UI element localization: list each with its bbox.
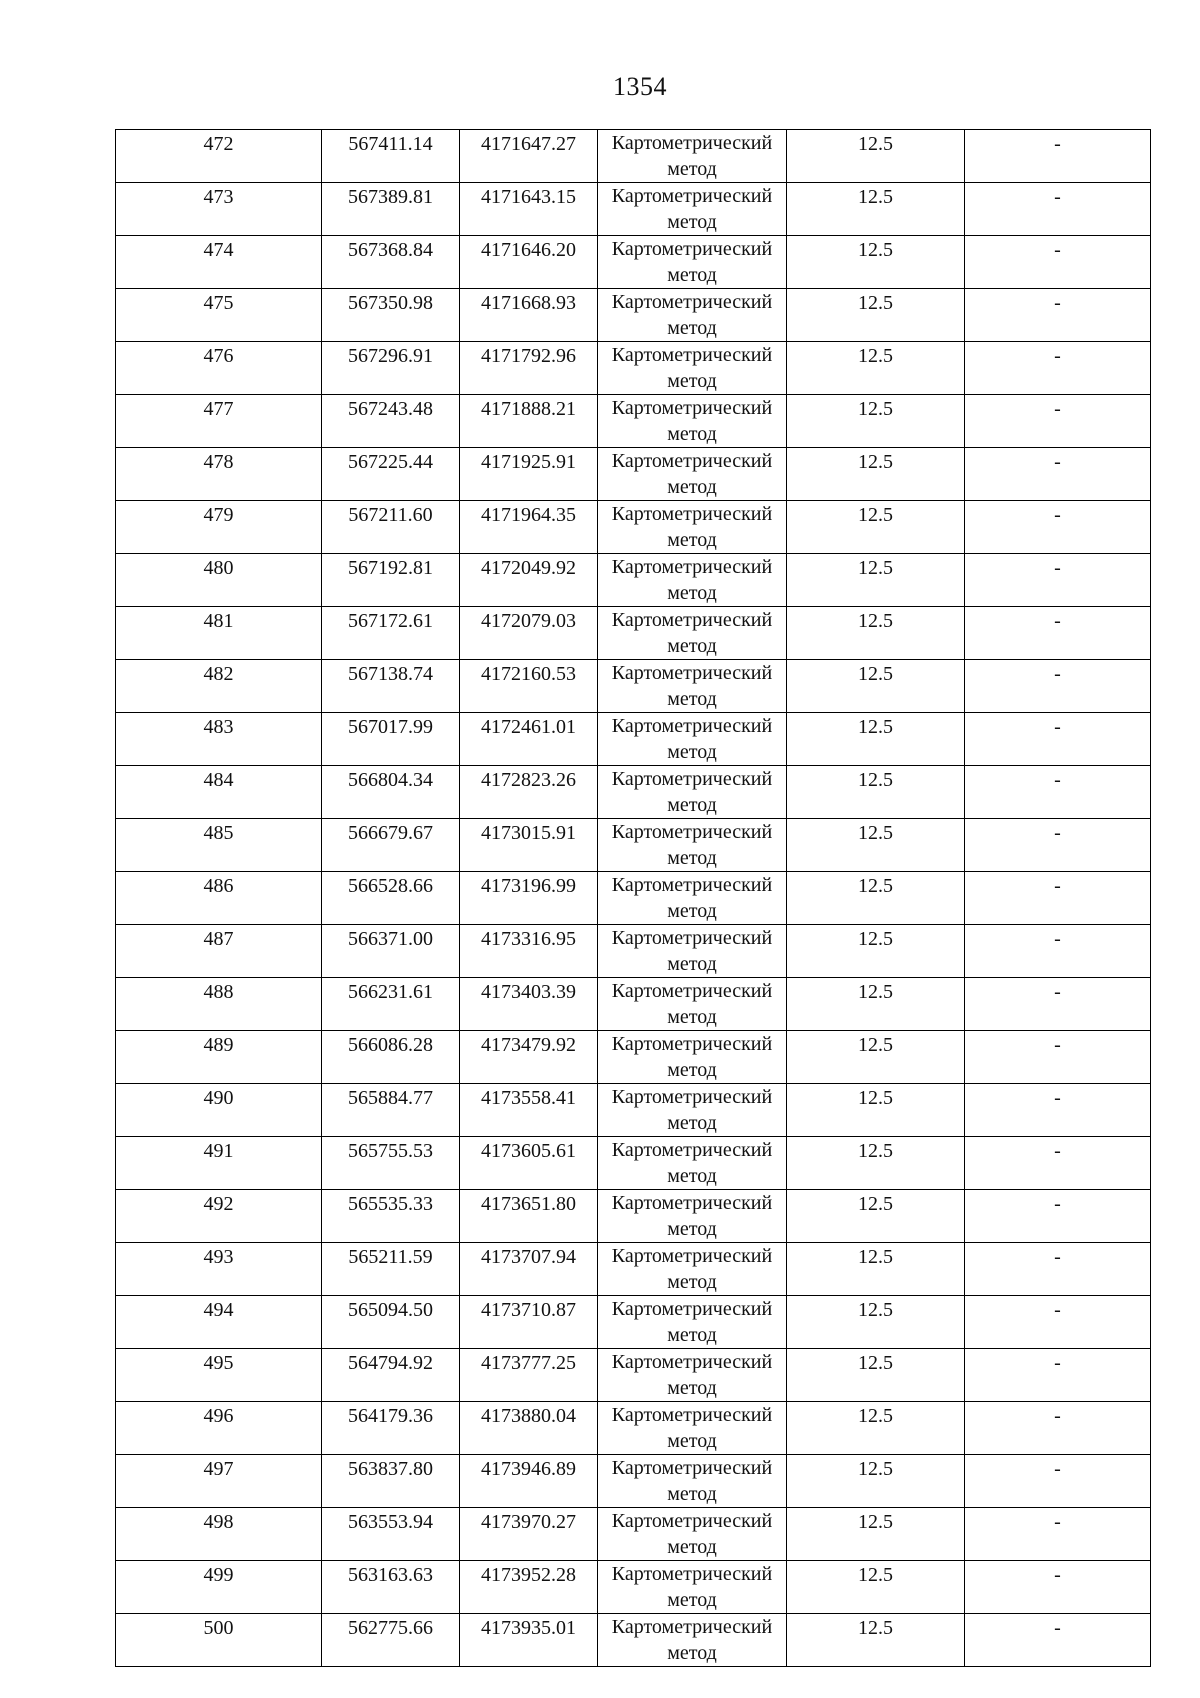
note-cell: - — [965, 1349, 1151, 1402]
note-cell: - — [965, 1137, 1151, 1190]
table-body — [116, 130, 1151, 1667]
x-coordinate-cell: 565211.59 — [322, 1243, 460, 1296]
accuracy-cell: 12.5 — [787, 872, 965, 925]
table-row — [116, 872, 1151, 925]
accuracy-cell: 12.5 — [787, 1508, 965, 1561]
page-number: 1354 — [613, 72, 667, 101]
point-number-cell: 500 — [116, 1614, 322, 1667]
note-cell: - — [965, 1455, 1151, 1508]
accuracy-cell: 12.5 — [787, 925, 965, 978]
point-number-cell: 495 — [116, 1349, 322, 1402]
y-coordinate-cell: 4173880.04 — [460, 1402, 598, 1455]
accuracy-cell: 12.5 — [787, 501, 965, 554]
point-number-cell: 475 — [116, 289, 322, 342]
accuracy-cell: 12.5 — [787, 713, 965, 766]
table-row — [116, 1190, 1151, 1243]
x-coordinate-cell: 566231.61 — [322, 978, 460, 1031]
note-cell: - — [965, 1508, 1151, 1561]
accuracy-cell: 12.5 — [787, 819, 965, 872]
note-cell: - — [965, 289, 1151, 342]
note-cell: - — [965, 1296, 1151, 1349]
point-number-cell: 476 — [116, 342, 322, 395]
note-cell: - — [965, 713, 1151, 766]
y-coordinate-cell: 4173707.94 — [460, 1243, 598, 1296]
method-cell: Картометрический метод — [598, 342, 787, 395]
method-cell: Картометрический метод — [598, 1349, 787, 1402]
table-row — [116, 1614, 1151, 1667]
table-row — [116, 130, 1151, 183]
x-coordinate-cell: 563837.80 — [322, 1455, 460, 1508]
y-coordinate-cell: 4173479.92 — [460, 1031, 598, 1084]
accuracy-cell: 12.5 — [787, 660, 965, 713]
method-cell: Картометрический метод — [598, 1243, 787, 1296]
method-cell: Картометрический метод — [598, 236, 787, 289]
x-coordinate-cell: 567350.98 — [322, 289, 460, 342]
y-coordinate-cell: 4171925.91 — [460, 448, 598, 501]
point-number-cell: 497 — [116, 1455, 322, 1508]
method-cell: Картометрический метод — [598, 1031, 787, 1084]
note-cell: - — [965, 183, 1151, 236]
x-coordinate-cell: 567211.60 — [322, 501, 460, 554]
table-row — [116, 660, 1151, 713]
table-row — [116, 1084, 1151, 1137]
y-coordinate-cell: 4173952.28 — [460, 1561, 598, 1614]
y-coordinate-cell: 4172823.26 — [460, 766, 598, 819]
note-cell: - — [965, 1031, 1151, 1084]
point-number-cell: 480 — [116, 554, 322, 607]
table-row — [116, 1243, 1151, 1296]
x-coordinate-cell: 567172.61 — [322, 607, 460, 660]
table-row — [116, 183, 1151, 236]
method-cell: Картометрический метод — [598, 607, 787, 660]
table-row — [116, 1455, 1151, 1508]
x-coordinate-cell: 567296.91 — [322, 342, 460, 395]
x-coordinate-cell: 562775.66 — [322, 1614, 460, 1667]
x-coordinate-cell: 563553.94 — [322, 1508, 460, 1561]
x-coordinate-cell: 566086.28 — [322, 1031, 460, 1084]
method-cell: Картометрический метод — [598, 1614, 787, 1667]
accuracy-cell: 12.5 — [787, 1296, 965, 1349]
y-coordinate-cell: 4171792.96 — [460, 342, 598, 395]
point-number-cell: 494 — [116, 1296, 322, 1349]
point-number-cell: 491 — [116, 1137, 322, 1190]
note-cell: - — [965, 554, 1151, 607]
point-number-cell: 488 — [116, 978, 322, 1031]
accuracy-cell: 12.5 — [787, 448, 965, 501]
table-row — [116, 1137, 1151, 1190]
method-cell: Картометрический метод — [598, 554, 787, 607]
x-coordinate-cell: 564794.92 — [322, 1349, 460, 1402]
y-coordinate-cell: 4173651.80 — [460, 1190, 598, 1243]
y-coordinate-cell: 4173605.61 — [460, 1137, 598, 1190]
y-coordinate-cell: 4172079.03 — [460, 607, 598, 660]
y-coordinate-cell: 4172461.01 — [460, 713, 598, 766]
note-cell: - — [965, 1243, 1151, 1296]
table-row — [116, 342, 1151, 395]
point-number-cell: 484 — [116, 766, 322, 819]
accuracy-cell: 12.5 — [787, 1190, 965, 1243]
note-cell: - — [965, 130, 1151, 183]
method-cell: Картометрический метод — [598, 1296, 787, 1349]
x-coordinate-cell: 566371.00 — [322, 925, 460, 978]
table-row — [116, 1508, 1151, 1561]
note-cell: - — [965, 607, 1151, 660]
x-coordinate-cell: 565884.77 — [322, 1084, 460, 1137]
table-row — [116, 448, 1151, 501]
method-cell: Картометрический метод — [598, 1455, 787, 1508]
method-cell: Картометрический метод — [598, 183, 787, 236]
y-coordinate-cell: 4171643.15 — [460, 183, 598, 236]
accuracy-cell: 12.5 — [787, 1402, 965, 1455]
table-row — [116, 925, 1151, 978]
note-cell: - — [965, 766, 1151, 819]
x-coordinate-cell: 565535.33 — [322, 1190, 460, 1243]
y-coordinate-cell: 4173946.89 — [460, 1455, 598, 1508]
note-cell: - — [965, 660, 1151, 713]
method-cell: Картометрический метод — [598, 713, 787, 766]
accuracy-cell: 12.5 — [787, 1243, 965, 1296]
method-cell: Картометрический метод — [598, 501, 787, 554]
x-coordinate-cell: 567389.81 — [322, 183, 460, 236]
note-cell: - — [965, 1402, 1151, 1455]
note-cell: - — [965, 819, 1151, 872]
method-cell: Картометрический метод — [598, 448, 787, 501]
x-coordinate-cell: 566528.66 — [322, 872, 460, 925]
note-cell: - — [965, 501, 1151, 554]
y-coordinate-cell: 4171647.27 — [460, 130, 598, 183]
point-number-cell: 496 — [116, 1402, 322, 1455]
y-coordinate-cell: 4173015.91 — [460, 819, 598, 872]
table-row — [116, 289, 1151, 342]
point-number-cell: 492 — [116, 1190, 322, 1243]
x-coordinate-cell: 565755.53 — [322, 1137, 460, 1190]
x-coordinate-cell: 567368.84 — [322, 236, 460, 289]
method-cell: Картометрический метод — [598, 1561, 787, 1614]
point-number-cell: 472 — [116, 130, 322, 183]
table-row — [116, 395, 1151, 448]
table-row — [116, 607, 1151, 660]
x-coordinate-cell: 567243.48 — [322, 395, 460, 448]
point-number-cell: 485 — [116, 819, 322, 872]
y-coordinate-cell: 4173935.01 — [460, 1614, 598, 1667]
point-number-cell: 493 — [116, 1243, 322, 1296]
accuracy-cell: 12.5 — [787, 130, 965, 183]
note-cell: - — [965, 872, 1151, 925]
point-number-cell: 490 — [116, 1084, 322, 1137]
point-number-cell: 483 — [116, 713, 322, 766]
method-cell: Картометрический метод — [598, 1508, 787, 1561]
note-cell: - — [965, 342, 1151, 395]
accuracy-cell: 12.5 — [787, 1455, 965, 1508]
table-row — [116, 1561, 1151, 1614]
method-cell: Картометрический метод — [598, 766, 787, 819]
y-coordinate-cell: 4173403.39 — [460, 978, 598, 1031]
note-cell: - — [965, 978, 1151, 1031]
x-coordinate-cell: 564179.36 — [322, 1402, 460, 1455]
method-cell: Картометрический метод — [598, 1402, 787, 1455]
method-cell: Картометрический метод — [598, 978, 787, 1031]
y-coordinate-cell: 4172160.53 — [460, 660, 598, 713]
table-row — [116, 1031, 1151, 1084]
method-cell: Картометрический метод — [598, 289, 787, 342]
accuracy-cell: 12.5 — [787, 342, 965, 395]
y-coordinate-cell: 4171888.21 — [460, 395, 598, 448]
accuracy-cell: 12.5 — [787, 1137, 965, 1190]
table-row — [116, 554, 1151, 607]
method-cell: Картометрический метод — [598, 130, 787, 183]
y-coordinate-cell: 4173710.87 — [460, 1296, 598, 1349]
y-coordinate-cell: 4171646.20 — [460, 236, 598, 289]
method-cell: Картометрический метод — [598, 1137, 787, 1190]
accuracy-cell: 12.5 — [787, 1614, 965, 1667]
table-row — [116, 1402, 1151, 1455]
x-coordinate-cell: 563163.63 — [322, 1561, 460, 1614]
coordinates-table — [115, 129, 1151, 1667]
method-cell: Картометрический метод — [598, 1084, 787, 1137]
y-coordinate-cell: 4171964.35 — [460, 501, 598, 554]
note-cell: - — [965, 1561, 1151, 1614]
point-number-cell: 474 — [116, 236, 322, 289]
x-coordinate-cell: 567138.74 — [322, 660, 460, 713]
point-number-cell: 487 — [116, 925, 322, 978]
table-row — [116, 236, 1151, 289]
point-number-cell: 499 — [116, 1561, 322, 1614]
table-row — [116, 1296, 1151, 1349]
x-coordinate-cell: 565094.50 — [322, 1296, 460, 1349]
table-row — [116, 766, 1151, 819]
table-row — [116, 819, 1151, 872]
accuracy-cell: 12.5 — [787, 1561, 965, 1614]
note-cell: - — [965, 1190, 1151, 1243]
accuracy-cell: 12.5 — [787, 607, 965, 660]
method-cell: Картометрический метод — [598, 395, 787, 448]
accuracy-cell: 12.5 — [787, 1084, 965, 1137]
point-number-cell: 479 — [116, 501, 322, 554]
y-coordinate-cell: 4173970.27 — [460, 1508, 598, 1561]
point-number-cell: 478 — [116, 448, 322, 501]
accuracy-cell: 12.5 — [787, 766, 965, 819]
point-number-cell: 477 — [116, 395, 322, 448]
x-coordinate-cell: 567225.44 — [322, 448, 460, 501]
y-coordinate-cell: 4171668.93 — [460, 289, 598, 342]
y-coordinate-cell: 4172049.92 — [460, 554, 598, 607]
accuracy-cell: 12.5 — [787, 1031, 965, 1084]
accuracy-cell: 12.5 — [787, 978, 965, 1031]
method-cell: Картометрический метод — [598, 1190, 787, 1243]
accuracy-cell: 12.5 — [787, 183, 965, 236]
x-coordinate-cell: 566804.34 — [322, 766, 460, 819]
method-cell: Картометрический метод — [598, 819, 787, 872]
x-coordinate-cell: 567411.14 — [322, 130, 460, 183]
note-cell: - — [965, 1614, 1151, 1667]
x-coordinate-cell: 567017.99 — [322, 713, 460, 766]
y-coordinate-cell: 4173316.95 — [460, 925, 598, 978]
point-number-cell: 473 — [116, 183, 322, 236]
y-coordinate-cell: 4173558.41 — [460, 1084, 598, 1137]
point-number-cell: 489 — [116, 1031, 322, 1084]
point-number-cell: 482 — [116, 660, 322, 713]
table-row — [116, 501, 1151, 554]
note-cell: - — [965, 236, 1151, 289]
table-row — [116, 713, 1151, 766]
accuracy-cell: 12.5 — [787, 395, 965, 448]
point-number-cell: 481 — [116, 607, 322, 660]
point-number-cell: 498 — [116, 1508, 322, 1561]
method-cell: Картометрический метод — [598, 872, 787, 925]
method-cell: Картометрический метод — [598, 660, 787, 713]
accuracy-cell: 12.5 — [787, 289, 965, 342]
note-cell: - — [965, 1084, 1151, 1137]
x-coordinate-cell: 567192.81 — [322, 554, 460, 607]
accuracy-cell: 12.5 — [787, 236, 965, 289]
point-number-cell: 486 — [116, 872, 322, 925]
y-coordinate-cell: 4173777.25 — [460, 1349, 598, 1402]
x-coordinate-cell: 566679.67 — [322, 819, 460, 872]
note-cell: - — [965, 395, 1151, 448]
y-coordinate-cell: 4173196.99 — [460, 872, 598, 925]
method-cell: Картометрический метод — [598, 925, 787, 978]
accuracy-cell: 12.5 — [787, 1349, 965, 1402]
accuracy-cell: 12.5 — [787, 554, 965, 607]
table-row — [116, 978, 1151, 1031]
table-row — [116, 1349, 1151, 1402]
note-cell: - — [965, 448, 1151, 501]
note-cell: - — [965, 925, 1151, 978]
